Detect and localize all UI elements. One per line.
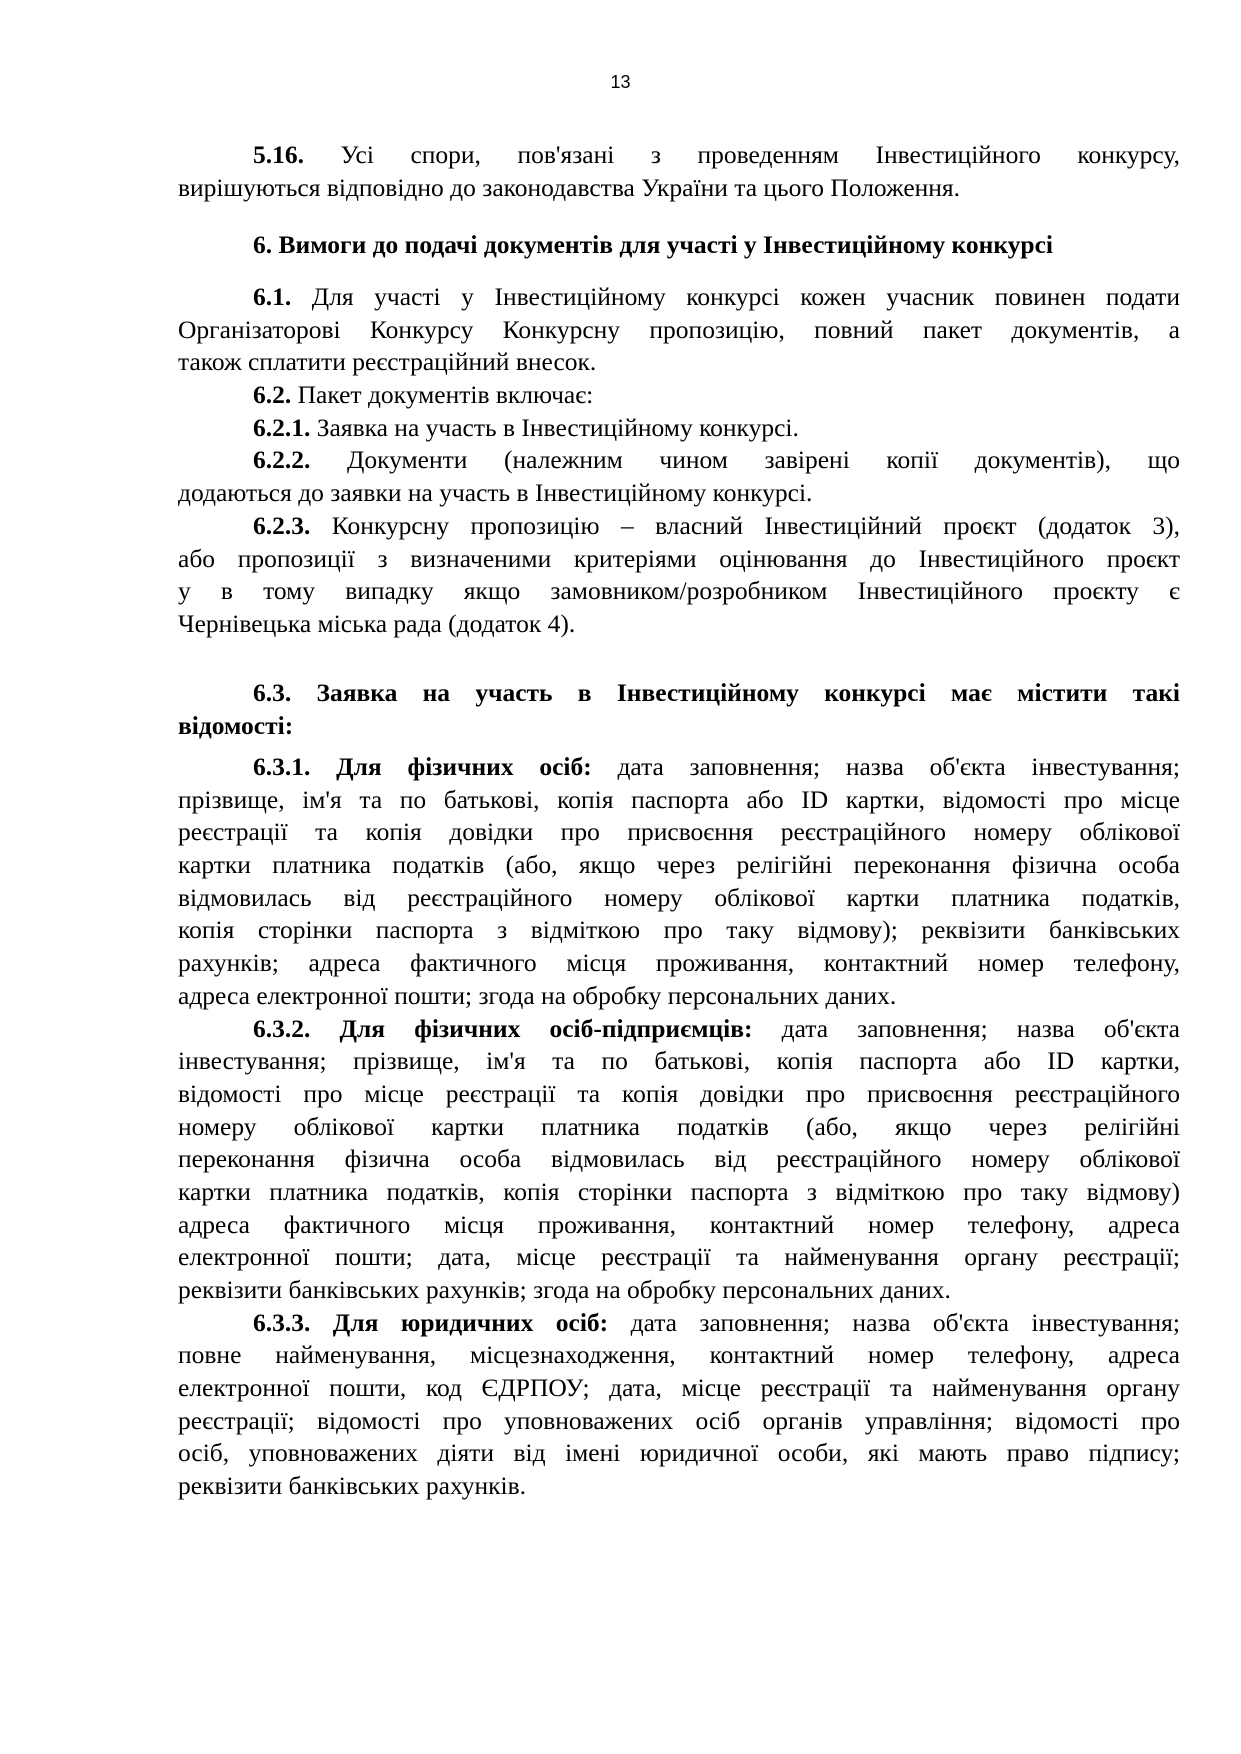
paragraph-line: реєстрації; відомості про уповноважених осіб органів управління; відомості про <box>178 1405 1180 1435</box>
paragraph-line: 5.16. Усі спори, пов'язані з проведенням Інвестиційного конкурсу, <box>253 140 1180 169</box>
paragraph-line: відомості про місце реєстрації та копія довідки про присвоєння реєстраційного <box>178 1078 1180 1108</box>
paragraph-line: номеру облікової картки платника податків (або, якщо через релігійні <box>178 1111 1180 1141</box>
paragraph-line: осіб, уповноважених діяти від імені юридичної особи, які мають право підпису; <box>178 1438 1180 1468</box>
paragraph-line: у в тому випадку якщо замовником/розробником Інвестиційного проєкту є <box>178 576 1180 606</box>
section-6-3-body <box>178 751 1180 1503</box>
paragraph-line: 6.2.2. Документи (належним чином завірені копії документів), що <box>253 445 1180 475</box>
paragraph-line: рахунків; адреса фактичного місця проживання, контактний номер телефону, <box>178 948 1180 978</box>
heading-text: 6. Вимоги до подачі документів для участі у Інвестиційному конкурсі <box>253 230 1053 259</box>
clause-label: 6.3.2. Для фізичних осіб-підприємців: <box>253 1013 753 1043</box>
paragraph-line: 6.2.3. Конкурсну пропозицію – власний Інвестиційний проєкт (додаток 3), <box>253 510 1180 540</box>
paragraph-line: інвестування; прізвище, ім'я та по батькові, копія паспорта або ID картки, <box>178 1046 1180 1076</box>
paragraph-line: 6.3.2. Для фізичних осіб-підприємців: дата заповнення; назва об'єкта <box>253 1013 1180 1043</box>
paragraph-line: електронної пошти, код ЄДРПОУ; дата, місце реєстрації та найменування органу <box>178 1373 1180 1403</box>
clause-label: 6.3.1. Для фізичних осіб: <box>253 752 592 781</box>
paragraph-line: копія сторінки паспорта з відміткою про таку відмову); реквізити банківських <box>178 915 1180 945</box>
paragraph-5-16 <box>178 139 1180 204</box>
clause-number: 6.2. <box>253 380 292 410</box>
paragraph-line: також сплатити реєстраційний внесок. <box>178 347 597 377</box>
paragraph-line: повне найменування, місцезнаходження, контактний номер телефону, адреса <box>178 1340 1180 1370</box>
paragraph-line: реквізити банківських рахунків; згода на обробку персональних даних. <box>178 1275 951 1304</box>
page-number: 13 <box>610 72 631 92</box>
clause-number: 6.2.1. <box>253 412 311 442</box>
paragraph-line: Організаторові Конкурсу Конкурсну пропозицію, повний пакет документів, а <box>178 314 1180 344</box>
paragraph-line: або пропозиції з визначеними критеріями оцінювання до Інвестиційного проєкт <box>178 543 1180 573</box>
clause-number: 5.16. <box>253 140 304 169</box>
paragraph-line: адреса фактичного місця проживання, контактний номер телефону, адреса <box>178 1209 1180 1239</box>
heading-line: відомості: <box>178 710 294 740</box>
clause-number: 6.1. <box>253 282 292 311</box>
paragraph-line: адреса електронної пошти; згода на обробку персональних даних. <box>178 980 897 1010</box>
clause-number: 6.2.3. <box>253 510 311 540</box>
paragraph-line: реквізити банківських рахунків. <box>178 1471 527 1501</box>
paragraph-line: електронної пошти; дата, місце реєстрації та найменування органу реєстрації; <box>178 1242 1180 1272</box>
paragraph-line: вирішуються відповідно до законодавства України та цього Положення. <box>178 172 961 202</box>
paragraph-line: картки платника податків (або, якщо через релігійні переконання фізична особа <box>178 850 1180 880</box>
paragraph-line: 6.2. Пакет документів включає: <box>253 380 594 410</box>
heading-line: 6.3. Заявка на участь в Інвестиційному конкурсі має містити такі <box>253 678 1180 707</box>
clause-number: 6.2.2. <box>253 445 311 475</box>
paragraph-line: 6.3.1. Для фізичних осіб: дата заповнення; назва об'єкта інвестування; <box>253 752 1180 781</box>
section-6-body <box>178 281 1180 641</box>
paragraph-line: відмовилась від реєстраційного номеру облікової картки платника податків, <box>178 882 1180 912</box>
paragraph-line: картки платника податків, копія сторінки паспорта з відміткою про таку відмову) <box>178 1176 1180 1206</box>
paragraph-line: додаються до заявки на участь в Інвестиційному конкурсі. <box>178 478 813 508</box>
paragraph-line: переконання фізична особа відмовилась від реєстраційного номеру облікової <box>178 1144 1180 1174</box>
section-heading-6 <box>178 229 1180 262</box>
paragraph-line: 6.1. Для участі у Інвестиційному конкурсі кожен учасник повинен подати <box>253 282 1180 311</box>
clause-label: 6.3.3. Для юридичних осіб: <box>253 1307 609 1337</box>
section-heading-6-3 <box>178 677 1180 742</box>
paragraph-line: прізвище, ім'я та по батькові, копія паспорта або ID картки, відомості про місце <box>178 784 1180 814</box>
paragraph-line: реєстрації та копія довідки про присвоєння реєстраційного номеру облікової <box>178 817 1180 847</box>
paragraph-line: 6.3.3. Для юридичних осіб: дата заповнення; назва об'єкта інвестування; <box>253 1307 1180 1337</box>
paragraph-line: 6.2.1. Заявка на участь в Інвестиційному конкурсі. <box>253 412 799 442</box>
paragraph-line: Чернівецька міська рада (додаток 4). <box>178 608 576 638</box>
